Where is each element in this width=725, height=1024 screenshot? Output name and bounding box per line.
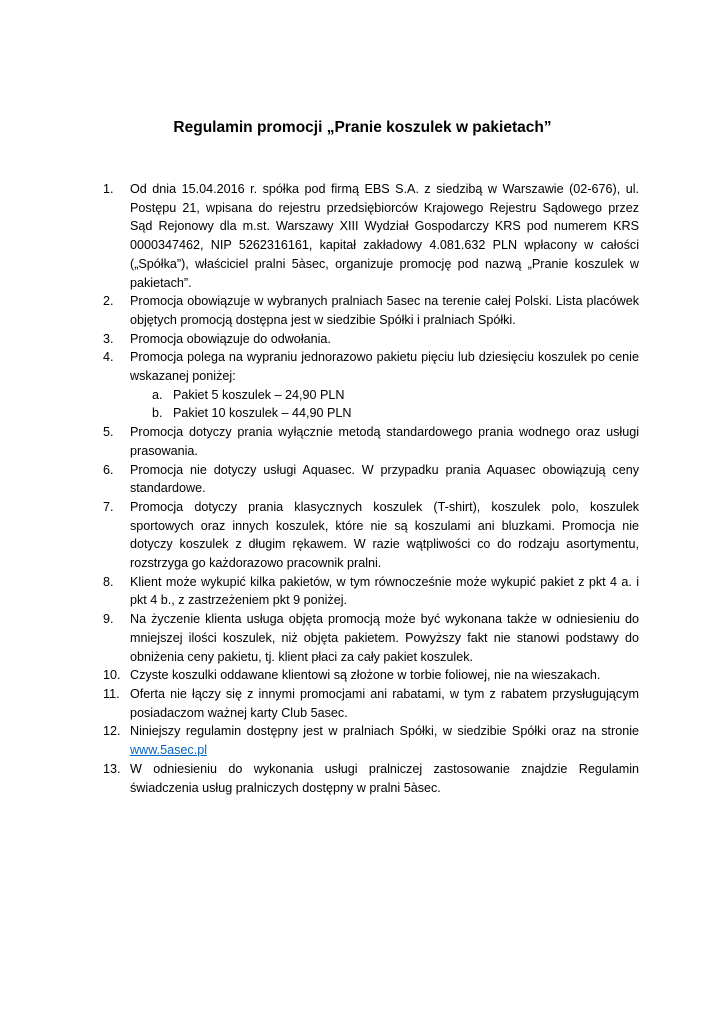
item-number: 9. xyxy=(103,612,114,627)
item-number: 13. xyxy=(103,761,121,776)
website-link[interactable]: www.5asec.pl xyxy=(130,743,207,758)
item-text: Promocja nie dotyczy usługi Aquasec. W przypadku prania Aquasec obowiązują ceny standardowe. xyxy=(130,462,639,496)
rules-list xyxy=(103,180,639,797)
subitem-text: Pakiet 5 koszulek – 24,90 PLN xyxy=(173,387,345,402)
item-text: Promocja polega na wypraniu jednorazowo pakietu pięciu lub dziesięciu koszulek po cenie wskazanej poniżej: xyxy=(130,350,639,384)
item-text: W odniesieniu do wykonania usługi pralniczej zastosowanie znajdzie Regulamin świadczenia usług pralniczych dostępny w pralni 5àsec. xyxy=(130,761,639,795)
item-number: 8. xyxy=(103,574,114,589)
item-text: Klient może wykupić kilka pakietów, w tym równocześnie może wykupić pakiet z pkt 4 a. i pkt 4 b., z zastrzeżeniem pkt 9 poniżej. xyxy=(130,574,639,608)
item-number: 10. xyxy=(103,668,121,683)
subitem-text: Pakiet 10 koszulek – 44,90 PLN xyxy=(173,406,352,421)
item-text: Czyste koszulki oddawane klientowi są złożone w torbie foliowej, nie na wieszakach. xyxy=(130,668,601,683)
list-item xyxy=(103,330,639,349)
subitem-letter: a. xyxy=(152,387,163,402)
package-sublist xyxy=(130,386,639,423)
list-item xyxy=(103,292,639,329)
list-item xyxy=(103,685,639,722)
list-item xyxy=(103,423,639,460)
subitem-letter: b. xyxy=(152,406,163,421)
item-number: 12. xyxy=(103,724,121,739)
list-item xyxy=(103,180,639,292)
item-number: 2. xyxy=(103,294,114,309)
item-text: Promocja dotyczy prania klasycznych koszulek (T-shirt), koszulek polo, koszulek sportowych oraz innych koszulek, które nie są koszulami ani bluzkami. Promocja nie dotyczy koszulek z długim rękawem. W razie wątpliwości co do rodzaju asortymentu, rozstrzyga go każdorazowo pracownik pralni. xyxy=(130,499,639,571)
item-number: 4. xyxy=(103,350,114,365)
item-text: Promocja obowiązuje w wybranych pralniach 5asec na terenie całej Polski. Lista placówek objętych promocją dostępna jest w siedzibie Spółki i pralniach Spółki. xyxy=(130,294,639,327)
item-number: 11. xyxy=(103,686,120,701)
item-text: Promocja obowiązuje do odwołania. xyxy=(130,331,331,346)
item-number: 1. xyxy=(103,182,114,196)
list-item xyxy=(103,348,639,423)
sublist-item xyxy=(130,386,639,405)
item-number: 5. xyxy=(103,425,114,440)
item-text: Na życzenie klienta usługa objęta promocją może być wykonana także w odniesieniu do mniejszej ilości koszulek, niż objęta pakietem. Powyższy fakt nie stanowi podstawy do obniżenia ceny pakietu, tj. klient płaci za cały pakiet koszulek. xyxy=(130,612,639,664)
item-number: 7. xyxy=(103,499,114,514)
list-item xyxy=(103,610,639,666)
item-number: 3. xyxy=(103,331,114,346)
sublist-item xyxy=(130,404,639,423)
list-item xyxy=(103,666,639,685)
item-text: Promocja dotyczy prania wyłącznie metodą standardowego prania wodnego oraz usługi prasowania. xyxy=(130,425,639,458)
item-number: 6. xyxy=(103,462,114,477)
list-item xyxy=(103,461,639,498)
document-title: Regulamin promocji „Pranie koszulek w pakietach” xyxy=(173,119,552,136)
item-text: Oferta nie łączy się z innymi promocjami ani rabatami, w tym z rabatem przysługującym posiadaczom ważnej karty Club 5asec. xyxy=(130,686,639,720)
item-text: Od dnia 15.04.2016 r. spółka pod firmą EBS S.A. z siedzibą w Warszawie (02-676), ul. Postępu 21, wpisana do rejestru przedsiębiorców Krajowego Rejestru Sądowego przez Sąd Rejonowy dla m.st. Warszawy XIII Wydział Gospodarczy KRS pod numerem KRS 0000347462, NIP 5262316161, kapitał zakładowy 4.081.632 PLN wpłacony w całości („Spółka”), właściciel pralni 5àsec, organizuje promocję pod nazwą „Pranie koszulek w pakietach”. xyxy=(130,182,639,290)
list-item xyxy=(103,760,639,797)
list-item xyxy=(103,498,639,573)
item-text: Niniejszy regulamin dostępny jest w pralniach Spółki, w siedzibie Spółki oraz na stronie xyxy=(130,724,639,739)
list-item xyxy=(103,722,639,759)
list-item xyxy=(103,573,639,610)
